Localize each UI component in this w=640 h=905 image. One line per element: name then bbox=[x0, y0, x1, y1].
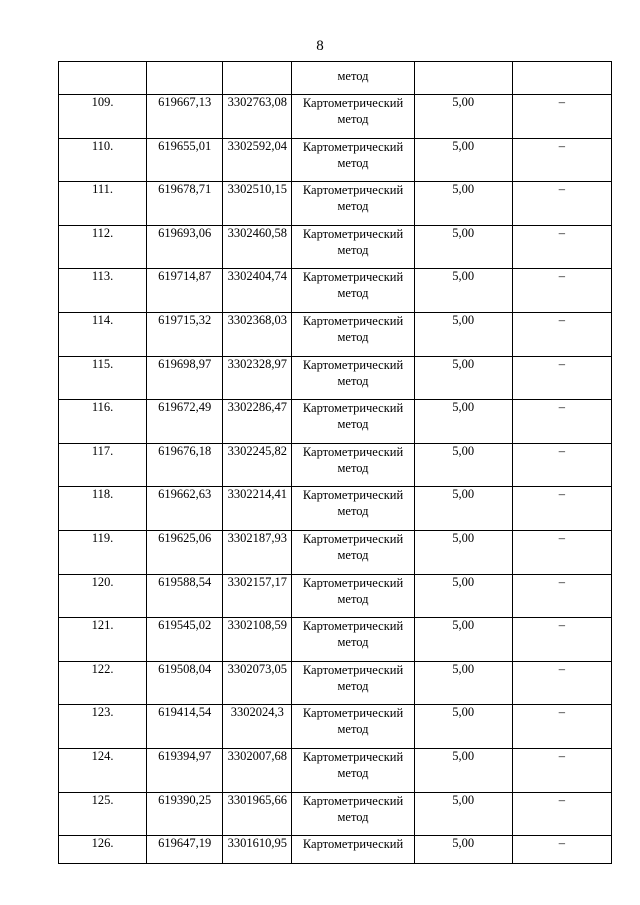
table-continuation-row bbox=[59, 62, 612, 95]
cell-accuracy: 5,00 bbox=[414, 138, 512, 182]
table-row bbox=[59, 95, 612, 139]
cell-x: 619678,71 bbox=[147, 182, 223, 226]
cell-num: 110. bbox=[59, 138, 147, 182]
cell-y: 3302024,3 bbox=[223, 705, 292, 749]
method-line-1: Картометрический bbox=[302, 313, 404, 328]
cell-accuracy: 5,00 bbox=[414, 661, 512, 705]
table-row bbox=[59, 443, 612, 487]
method-line-1: Картометрический bbox=[302, 444, 404, 459]
cell-x: 619390,25 bbox=[147, 792, 223, 836]
cell-y: 3302245,82 bbox=[223, 443, 292, 487]
cell-accuracy: 5,00 bbox=[414, 400, 512, 444]
cell-y: 3302007,68 bbox=[223, 748, 292, 792]
cell-description: – bbox=[512, 530, 611, 574]
cell-description: – bbox=[512, 705, 611, 749]
method-line-1: Картометрический bbox=[302, 357, 404, 372]
cell-method bbox=[292, 443, 414, 487]
cell-num: 116. bbox=[59, 400, 147, 444]
cell-y: 3302157,17 bbox=[223, 574, 292, 618]
cell-description: – bbox=[512, 443, 611, 487]
cell-method bbox=[292, 792, 414, 836]
cell-method bbox=[292, 400, 414, 444]
cell-method bbox=[292, 574, 414, 618]
cell-y: 3302510,15 bbox=[223, 182, 292, 226]
table-row bbox=[59, 574, 612, 618]
cell-y: 3302108,59 bbox=[223, 618, 292, 662]
method-line-1: Картометрический bbox=[302, 270, 404, 285]
cell-y: 3302328,97 bbox=[223, 356, 292, 400]
method-line-1: Картометрический bbox=[302, 837, 404, 852]
table-row bbox=[59, 661, 612, 705]
cell-accuracy: 5,00 bbox=[414, 792, 512, 836]
cell-num: 114. bbox=[59, 312, 147, 356]
cell-x: 619714,87 bbox=[147, 269, 223, 313]
method-line-1: Картометрический bbox=[302, 706, 404, 721]
cell-accuracy: 5,00 bbox=[414, 95, 512, 139]
table-row bbox=[59, 400, 612, 444]
cell-accuracy: 5,00 bbox=[414, 574, 512, 618]
cell-accuracy: 5,00 bbox=[414, 269, 512, 313]
cell-accuracy: 5,00 bbox=[414, 225, 512, 269]
cell-y: 3301610,95 bbox=[223, 836, 292, 864]
cell-num: 122. bbox=[59, 661, 147, 705]
method-line-2: метод bbox=[337, 199, 369, 214]
method-line-1: Картометрический bbox=[302, 662, 404, 677]
coordinates-table-body bbox=[59, 62, 612, 864]
cell-num: 126. bbox=[59, 836, 147, 864]
method-line-2: метод bbox=[337, 460, 369, 475]
cell-method bbox=[292, 356, 414, 400]
cell-method bbox=[292, 312, 414, 356]
cell-num: 109. bbox=[59, 95, 147, 139]
method-line-2: метод bbox=[337, 635, 369, 650]
cell-x: 619394,97 bbox=[147, 748, 223, 792]
cell-num: 125. bbox=[59, 792, 147, 836]
cell-x: 619676,18 bbox=[147, 443, 223, 487]
cell-num: 118. bbox=[59, 487, 147, 531]
cell-num: 121. bbox=[59, 618, 147, 662]
method-line-2: метод bbox=[337, 504, 369, 519]
cell-method: метод bbox=[292, 62, 414, 95]
method-line-1: Картометрический bbox=[302, 139, 404, 154]
table-row bbox=[59, 487, 612, 531]
coordinates-table bbox=[58, 61, 612, 864]
cell-method bbox=[292, 618, 414, 662]
cell-y: 3302286,47 bbox=[223, 400, 292, 444]
cell-y: 3302763,08 bbox=[223, 95, 292, 139]
cell-x: 619715,32 bbox=[147, 312, 223, 356]
cell-method bbox=[292, 225, 414, 269]
method-line-2: метод bbox=[337, 286, 369, 301]
cell-num: 119. bbox=[59, 530, 147, 574]
cell-description: – bbox=[512, 574, 611, 618]
method-line-1: Картометрический bbox=[302, 749, 404, 764]
method-line-2: метод bbox=[337, 373, 369, 388]
cell-method bbox=[292, 748, 414, 792]
cell-description: – bbox=[512, 836, 611, 864]
method-line-1: Картометрический bbox=[302, 575, 404, 590]
method-line-1: Картометрический bbox=[302, 793, 404, 808]
table-row bbox=[59, 705, 612, 749]
cell-x: 619588,54 bbox=[147, 574, 223, 618]
table-row bbox=[59, 182, 612, 226]
cell-num: 113. bbox=[59, 269, 147, 313]
method-line-1: Картометрический bbox=[302, 226, 404, 241]
method-line-2: метод bbox=[337, 722, 369, 737]
cell-accuracy: 5,00 bbox=[414, 836, 512, 864]
cell-num bbox=[59, 62, 147, 95]
method-line-1: Картометрический bbox=[302, 183, 404, 198]
cell-method bbox=[292, 138, 414, 182]
cell-x bbox=[147, 62, 223, 95]
cell-x: 619625,06 bbox=[147, 530, 223, 574]
cell-y bbox=[223, 62, 292, 95]
method-line-1: Картометрический bbox=[302, 619, 404, 634]
table-row bbox=[59, 225, 612, 269]
cell-x: 619667,13 bbox=[147, 95, 223, 139]
method-line-2: метод bbox=[337, 809, 369, 824]
cell-method bbox=[292, 530, 414, 574]
table-row bbox=[59, 269, 612, 313]
cell-method bbox=[292, 705, 414, 749]
cell-y: 3302073,05 bbox=[223, 661, 292, 705]
cell-y: 3301965,66 bbox=[223, 792, 292, 836]
page-number: 8 bbox=[316, 38, 324, 54]
method-line-1: Картометрический bbox=[302, 401, 404, 416]
cell-description: – bbox=[512, 356, 611, 400]
cell-accuracy: 5,00 bbox=[414, 705, 512, 749]
cell-description bbox=[512, 62, 611, 95]
cell-accuracy: 5,00 bbox=[414, 443, 512, 487]
cell-y: 3302368,03 bbox=[223, 312, 292, 356]
cell-method bbox=[292, 487, 414, 531]
cell-x: 619662,63 bbox=[147, 487, 223, 531]
method-line-2: метод bbox=[337, 417, 369, 432]
cell-y: 3302214,41 bbox=[223, 487, 292, 531]
cell-accuracy: 5,00 bbox=[414, 312, 512, 356]
cell-y: 3302460,58 bbox=[223, 225, 292, 269]
cell-num: 124. bbox=[59, 748, 147, 792]
table-row bbox=[59, 836, 612, 864]
cell-description: – bbox=[512, 138, 611, 182]
cell-description: – bbox=[512, 182, 611, 226]
cell-description: – bbox=[512, 661, 611, 705]
cell-description: – bbox=[512, 95, 611, 139]
method-line-2: метод bbox=[337, 112, 369, 126]
cell-y: 3302187,93 bbox=[223, 530, 292, 574]
table-row bbox=[59, 312, 612, 356]
method-line-2: метод bbox=[337, 591, 369, 606]
cell-num: 111. bbox=[59, 182, 147, 226]
cell-x: 619693,06 bbox=[147, 225, 223, 269]
method-line-1: Картометрический bbox=[302, 531, 404, 546]
cell-accuracy: 5,00 bbox=[414, 356, 512, 400]
cell-description: – bbox=[512, 400, 611, 444]
table-row bbox=[59, 618, 612, 662]
method-line-1: Картометрический bbox=[302, 488, 404, 503]
method-line-2: метод bbox=[337, 678, 369, 693]
cell-num: 115. bbox=[59, 356, 147, 400]
cell-accuracy: 5,00 bbox=[414, 748, 512, 792]
cell-method bbox=[292, 836, 414, 864]
cell-x: 619698,97 bbox=[147, 356, 223, 400]
cell-description: – bbox=[512, 748, 611, 792]
cell-accuracy: 5,00 bbox=[414, 182, 512, 226]
cell-description: – bbox=[512, 487, 611, 531]
cell-x: 619545,02 bbox=[147, 618, 223, 662]
cell-y: 3302404,74 bbox=[223, 269, 292, 313]
cell-accuracy: 5,00 bbox=[414, 530, 512, 574]
cell-num: 117. bbox=[59, 443, 147, 487]
cell-method bbox=[292, 95, 414, 139]
cell-method bbox=[292, 269, 414, 313]
cell-description: – bbox=[512, 618, 611, 662]
cell-x: 619647,19 bbox=[147, 836, 223, 864]
cell-description: – bbox=[512, 312, 611, 356]
table-row bbox=[59, 748, 612, 792]
cell-x: 619655,01 bbox=[147, 138, 223, 182]
table-row bbox=[59, 138, 612, 182]
cell-num: 123. bbox=[59, 705, 147, 749]
method-line-2: метод bbox=[337, 329, 369, 344]
cell-accuracy bbox=[414, 62, 512, 95]
method-line-2: метод bbox=[337, 155, 369, 170]
table-row bbox=[59, 792, 612, 836]
cell-accuracy: 5,00 bbox=[414, 487, 512, 531]
method-line-2: метод bbox=[337, 242, 369, 257]
cell-x: 619508,04 bbox=[147, 661, 223, 705]
cell-description: – bbox=[512, 792, 611, 836]
cell-num: 112. bbox=[59, 225, 147, 269]
table-row bbox=[59, 356, 612, 400]
cell-y: 3302592,04 bbox=[223, 138, 292, 182]
cell-accuracy: 5,00 bbox=[414, 618, 512, 662]
method-line-2: метод bbox=[337, 765, 369, 780]
method-line-2: метод bbox=[337, 547, 369, 562]
cell-method bbox=[292, 182, 414, 226]
cell-x: 619414,54 bbox=[147, 705, 223, 749]
cell-description: – bbox=[512, 269, 611, 313]
table-row bbox=[59, 530, 612, 574]
method-line-1: Картометрический bbox=[302, 96, 404, 110]
cell-x: 619672,49 bbox=[147, 400, 223, 444]
cell-method bbox=[292, 661, 414, 705]
cell-description: – bbox=[512, 225, 611, 269]
cell-num: 120. bbox=[59, 574, 147, 618]
